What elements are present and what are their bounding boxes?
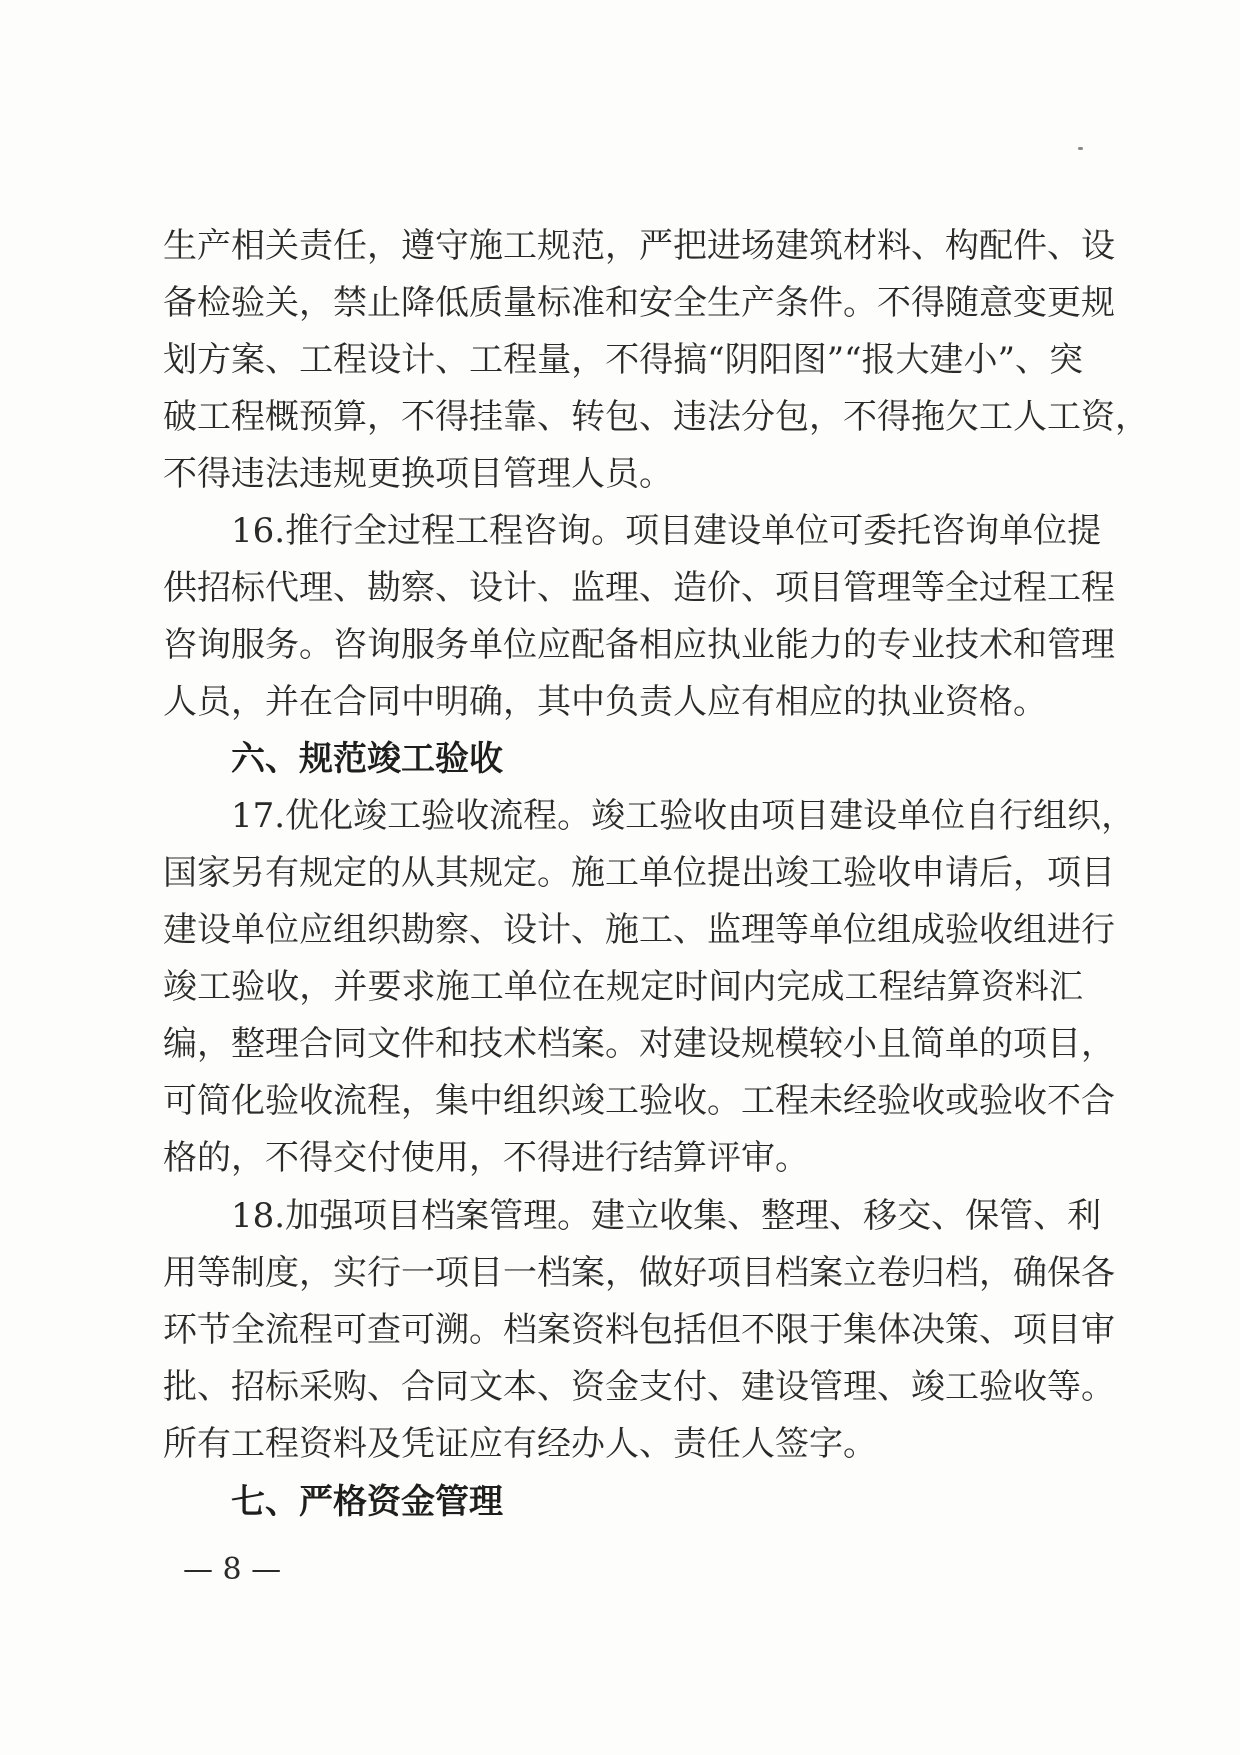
page-number: — 8 — [183, 1552, 282, 1587]
paragraph-17-line-5: 编，整理合同文件和技术档案。对建设规模较小且简单的项目， [163, 1024, 1115, 1064]
paragraph-17-line-7: 格的，不得交付使用，不得进行结算评审。 [163, 1138, 809, 1178]
paragraph-18-line-4: 批、招标采购、合同文本、资金支付、建设管理、竣工验收等。 [163, 1367, 1115, 1407]
paragraph-18-line-3: 环节全流程可查可溯。档案资料包括但不限于集体决策、项目审 [163, 1310, 1115, 1350]
paragraph-16-line-2: 供招标代理、勘察、设计、监理、造价、项目管理等全过程工程 [163, 568, 1115, 608]
paragraph-18-line-2: 用等制度，实行一项目一档案，做好项目档案立卷归档，确保各 [163, 1253, 1115, 1293]
section-heading-6: 六、规范竣工验收 [231, 739, 503, 779]
paragraph-17-line-2: 国家另有规定的从其规定。施工单位提出竣工验收申请后，项目 [163, 853, 1115, 893]
paragraph-15-line-3: 划方案、工程设计、工程量，不得搞“阴阳图”“报大建小”、突 [163, 340, 1083, 380]
paragraph-16-line-4: 人员，并在合同中明确，其中负责人应有相应的执业资格。 [163, 682, 1047, 722]
paragraph-15-line-5: 不得违法违规更换项目管理人员。 [163, 454, 673, 494]
paragraph-17-line-6: 可简化验收流程，集中组织竣工验收。工程未经验收或验收不合 [163, 1081, 1115, 1121]
paragraph-18-line-1: 18.加强项目档案管理。建立收集、整理、移交、保管、利 [231, 1196, 1102, 1236]
paragraph-16-line-3: 咨询服务。咨询服务单位应配备相应执业能力的专业技术和管理 [163, 625, 1115, 665]
paragraph-17-line-3: 建设单位应组织勘察、设计、施工、监理等单位组成验收组进行 [163, 910, 1115, 950]
section-heading-7: 七、严格资金管理 [231, 1482, 503, 1522]
scan-speck [1078, 147, 1083, 150]
paragraph-18-line-5: 所有工程资料及凭证应有经办人、责任人签字。 [163, 1424, 877, 1464]
paragraph-17-line-1: 17.优化竣工验收流程。竣工验收由项目建设单位自行组织， [231, 796, 1136, 836]
paragraph-16-line-1: 16.推行全过程工程咨询。项目建设单位可委托咨询单位提 [231, 511, 1102, 551]
paragraph-17-line-4: 竣工验收，并要求施工单位在规定时间内完成工程结算资料汇 [163, 967, 1083, 1007]
paragraph-15-line-2: 备检验关，禁止降低质量标准和安全生产条件。不得随意变更规 [163, 283, 1115, 323]
paragraph-15-line-4: 破工程概预算，不得挂靠、转包、违法分包，不得拖欠工人工资， [163, 397, 1149, 437]
paragraph-15-line-1: 生产相关责任，遵守施工规范，严把进场建筑材料、构配件、设 [163, 226, 1115, 266]
